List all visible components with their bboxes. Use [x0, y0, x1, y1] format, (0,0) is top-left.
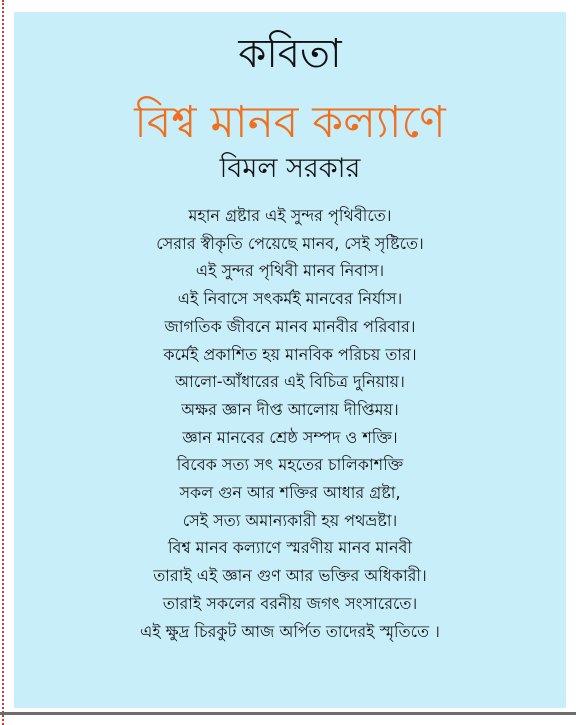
poem-line: জ্ঞান মানবের শ্রেষ্ঠ সম্পদ ও শক্তি। — [182, 427, 398, 447]
poem-line: অক্ষর জ্ঞান দীপ্ত আলোয় দীপ্তিময়। — [181, 399, 399, 419]
poem-author: বিমল সরকার — [219, 153, 361, 184]
poem-line: মহান গ্রষ্টার এই সুন্দর পৃথিবীতে। — [188, 206, 392, 225]
left-dashed-border — [2, 0, 4, 725]
poem-line: এই সুন্দর পৃথিবী মানব নিবাস। — [195, 261, 385, 281]
poem-panel — [14, 12, 566, 708]
poem-line: বিশ্ব মানব কল্যাণে স্মরণীয় মানব মানবী — [167, 538, 413, 558]
bottom-divider — [0, 712, 576, 715]
poem-line: এই নিবাসে সৎকর্মই মানবের নির্যাস। — [177, 289, 403, 309]
category-heading: কবিতা — [238, 31, 342, 77]
poem-line: জাগতিক জীবনে মানব মানবীর পরিবার। — [164, 316, 416, 336]
poem-body — [14, 202, 566, 645]
poem-line: তারাই এই জ্ঞান গুণ আর ভক্তির অধিকারী। — [153, 566, 427, 586]
poem-line: আলো-আঁধারের এই বিচিত্র দুনিয়ায়। — [175, 372, 405, 392]
poem-line: বিবেক সত্য সৎ মহতের চালিকাশক্তি — [176, 455, 404, 475]
poem-title: বিশ্ব মানব কল্যাণে — [134, 97, 446, 148]
poem-line: সেই সত্য অমান্যকারী হয় পথভ্রষ্টা। — [182, 510, 398, 530]
poem-line: তারাই সকলের বরনীয় জগৎ সংসারেতে। — [162, 593, 418, 613]
poem-line: এই ক্ষুদ্র চিরকুট আজ অর্পিত তাদেরই স্মৃতিতে । — [140, 621, 440, 641]
poem-line: কর্মেই প্রকাশিত হয় মানবিক পরিচয় তার। — [163, 344, 417, 364]
poem-line: সেরার স্বীকৃতি পেয়েছে মানব, সেই সৃষ্টিতে। — [156, 233, 424, 253]
poem-line: সকল গুন আর শক্তির আধার গ্রষ্টা, — [179, 483, 401, 503]
